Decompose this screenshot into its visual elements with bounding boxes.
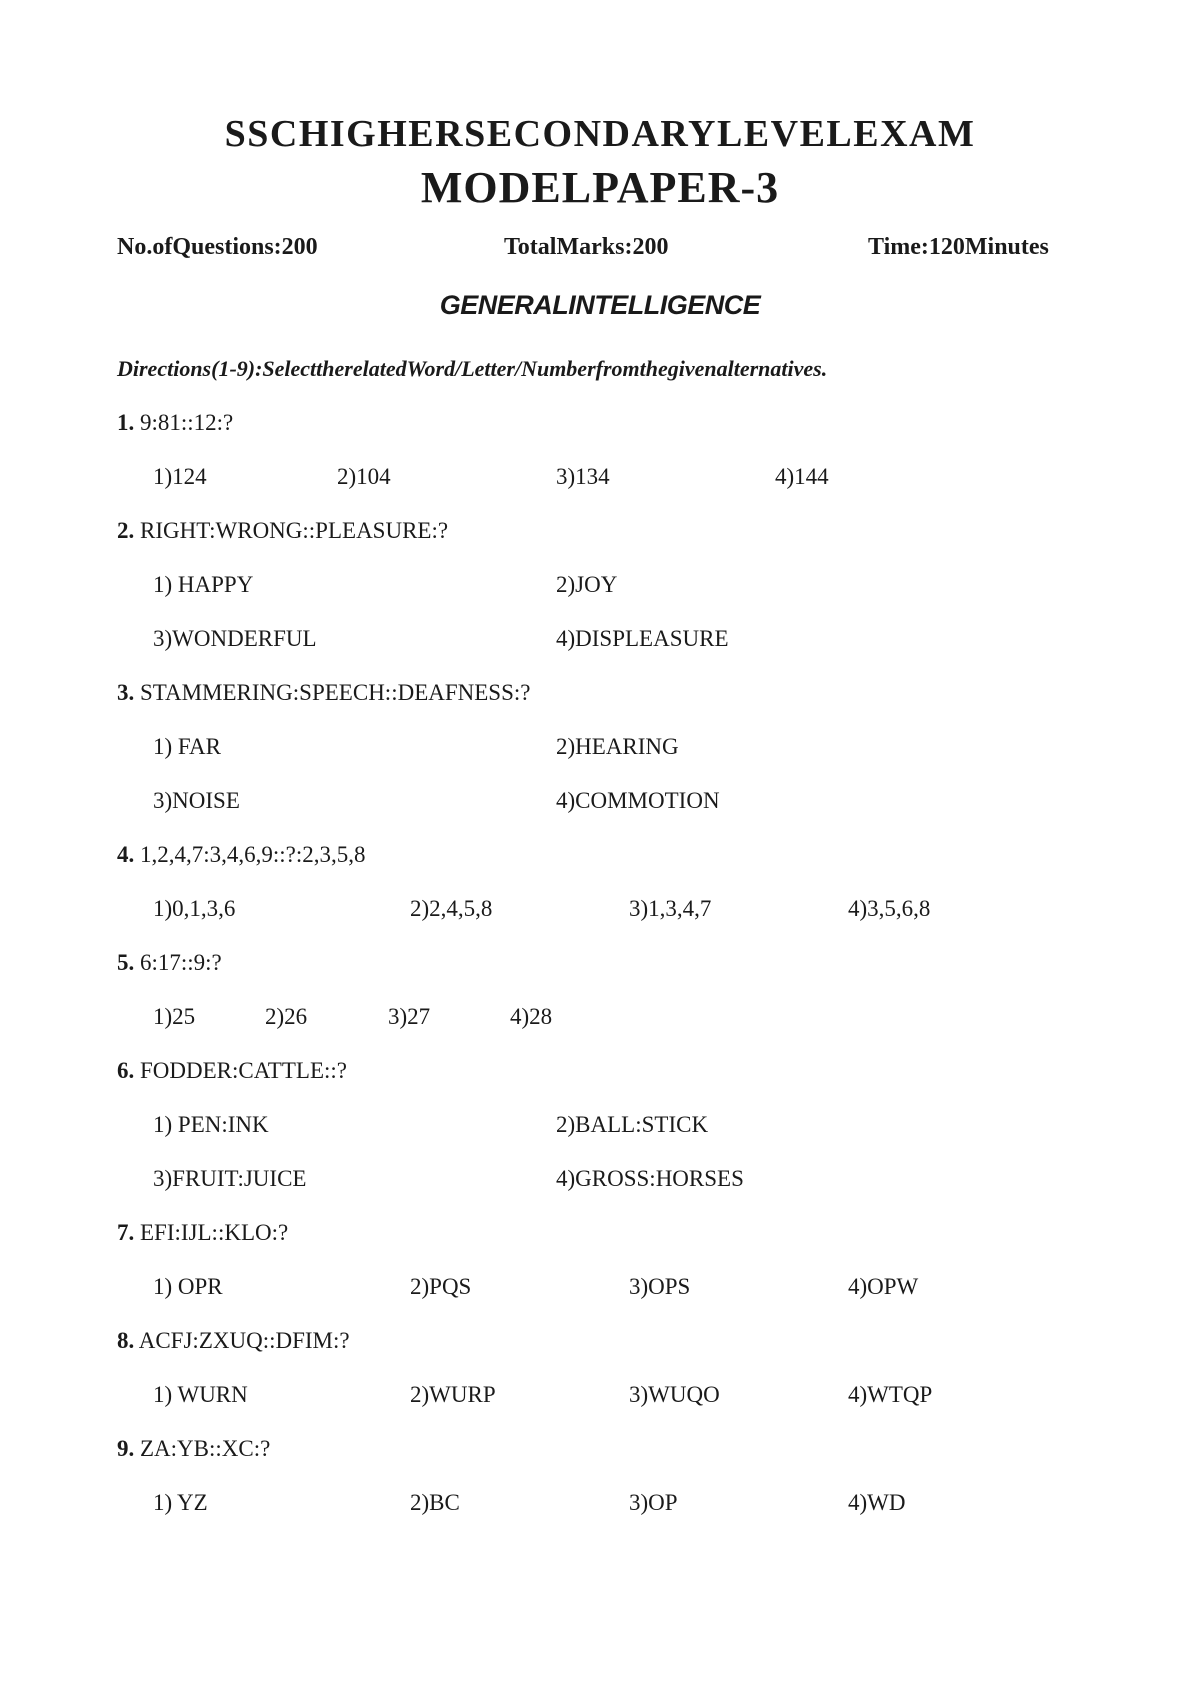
- option-3: 3)WUQO: [629, 1382, 720, 1407]
- option-2: 2)BC: [410, 1490, 460, 1515]
- option-1: 1) YZ: [153, 1490, 208, 1515]
- directions-text: Directions(1-9):SelecttherelatedWord/Letter/Numberfromthegivenalternatives.: [117, 356, 828, 381]
- option-2: 2)2,4,5,8: [410, 896, 493, 921]
- option-4: 4)DISPLEASURE: [556, 626, 729, 651]
- question-text: 9:81::12:?: [134, 410, 234, 435]
- question-text: ACFJ:ZXUQ::DFIM:?: [134, 1328, 350, 1353]
- question-text: ZA:YB::XC:?: [134, 1436, 271, 1461]
- option-1: 1) FAR: [153, 734, 221, 759]
- option-3: 3)OPS: [629, 1274, 691, 1299]
- question-number: 8.: [117, 1328, 135, 1353]
- option-4: 4)WTQP: [848, 1382, 933, 1407]
- option-1: 1)124: [153, 464, 207, 489]
- option-1: 1)25: [153, 1004, 196, 1029]
- option-3: 3)FRUIT:JUICE: [153, 1166, 307, 1191]
- option-4: 4)COMMOTION: [556, 788, 720, 813]
- question-number: 4.: [117, 842, 135, 867]
- option-4: 4)WD: [848, 1490, 906, 1515]
- question-5: [117, 950, 222, 976]
- option-4: 4)GROSS:HORSES: [556, 1166, 744, 1191]
- total-marks: TotalMarks:200: [504, 234, 669, 260]
- question-number: 5.: [117, 950, 135, 975]
- option-1: 1) HAPPY: [153, 572, 254, 597]
- option-3: 3)134: [556, 464, 610, 489]
- option-4: 4)OPW: [848, 1274, 919, 1299]
- option-2: 2)HEARING: [556, 734, 679, 759]
- number-of-questions: No.ofQuestions:200: [117, 234, 318, 260]
- option-1: 1) PEN:INK: [153, 1112, 269, 1137]
- option-2: 2)JOY: [556, 572, 618, 597]
- option-2: 2)26: [265, 1004, 308, 1029]
- option-2: 2)PQS: [410, 1274, 472, 1299]
- exam-title: SSCHIGHERSECONDARYLEVELEXAM: [224, 113, 976, 155]
- question-number: 2.: [117, 518, 135, 543]
- option-3: 3)OP: [629, 1490, 678, 1515]
- question-text: RIGHT:WRONG::PLEASURE:?: [134, 518, 449, 543]
- question-number: 9.: [117, 1436, 135, 1461]
- question-3: [117, 680, 530, 706]
- time-allowed: Time:120Minutes: [868, 234, 1049, 260]
- question-number: 7.: [117, 1220, 135, 1245]
- question-text: 1,2,4,7:3,4,6,9::?:2,3,5,8: [134, 842, 366, 867]
- question-1: [117, 410, 233, 436]
- question-number: 6.: [117, 1058, 135, 1083]
- option-2: 2)WURP: [410, 1382, 496, 1407]
- option-1: 1) OPR: [153, 1274, 223, 1299]
- question-6: [117, 1058, 347, 1084]
- option-2: 2)104: [337, 464, 391, 489]
- question-9: [117, 1436, 270, 1462]
- option-3: 3)27: [388, 1004, 431, 1029]
- section-title: GENERALINTELLIGENCE: [439, 290, 761, 320]
- question-7: [117, 1220, 288, 1246]
- paper-title: MODELPAPER-3: [420, 163, 780, 212]
- question-4: [117, 842, 366, 868]
- question-number: 1.: [117, 410, 135, 435]
- option-4: 4)3,5,6,8: [848, 896, 931, 921]
- question-text: 6:17::9:?: [134, 950, 222, 975]
- option-4: 4)144: [775, 464, 829, 489]
- question-number: 3.: [117, 680, 135, 705]
- option-1: 1) WURN: [153, 1382, 248, 1407]
- question-2: [117, 518, 448, 544]
- question-8: [117, 1328, 350, 1354]
- option-3: 3)1,3,4,7: [629, 896, 712, 921]
- question-text: EFI:IJL::KLO:?: [134, 1220, 289, 1245]
- option-4: 4)28: [510, 1004, 553, 1029]
- option-2: 2)BALL:STICK: [556, 1112, 709, 1137]
- option-3: 3)WONDERFUL: [153, 626, 317, 651]
- question-text: STAMMERING:SPEECH::DEAFNESS:?: [134, 680, 531, 705]
- option-3: 3)NOISE: [153, 788, 240, 813]
- option-1: 1)0,1,3,6: [153, 896, 236, 921]
- question-text: FODDER:CATTLE::?: [134, 1058, 347, 1083]
